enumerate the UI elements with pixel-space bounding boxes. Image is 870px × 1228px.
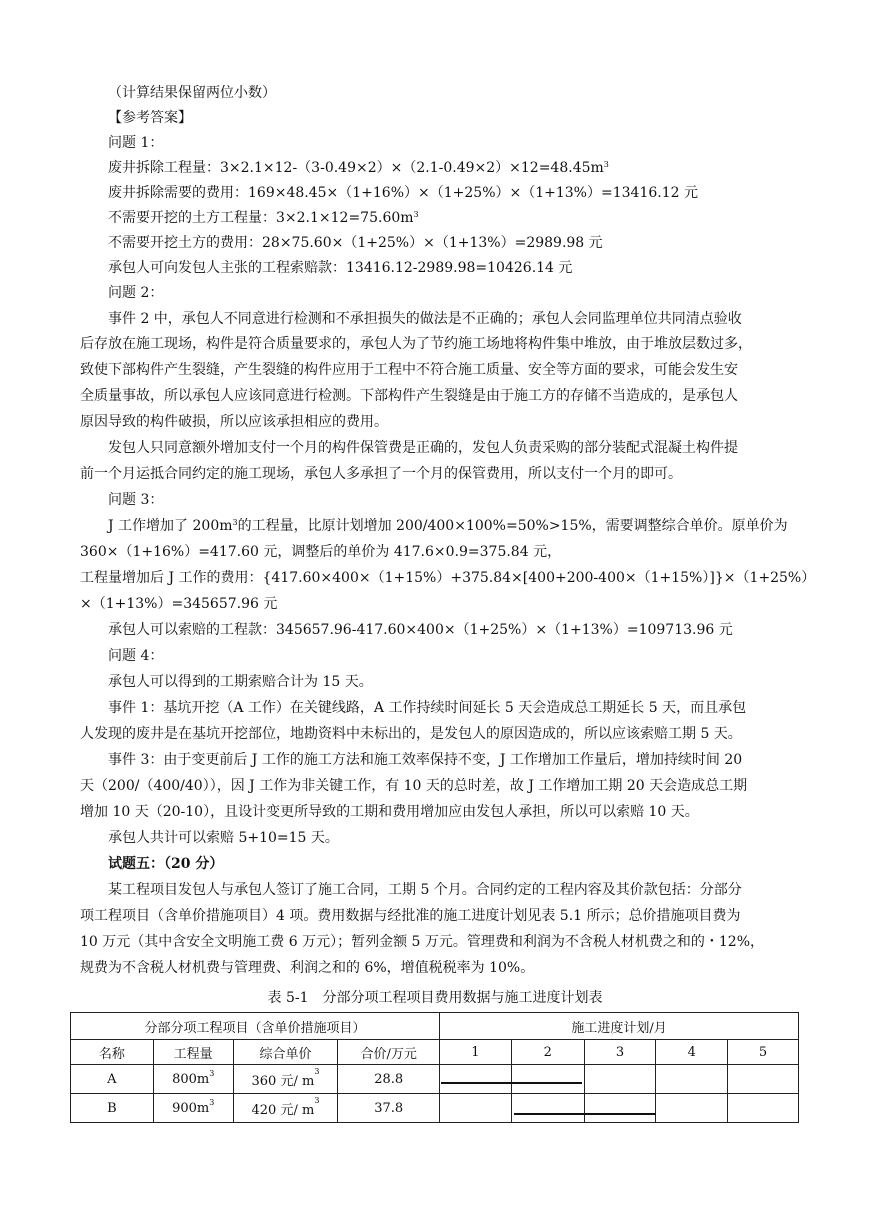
text-line: 事件 2 中，承包人不同意进行检测和不承担损失的做法是不正确的；承包人会同监理单位共同清点验收 — [108, 311, 742, 327]
text-line: 事件 3：由于变更前后 J 工作的施工方法和施工效率保持不变，J 工作增加工作量后，增加持续时间 20 — [108, 752, 743, 768]
text-line: 承包人可以索赔的工程款：345657.96-417.60×400×（1+25%）×（1+13%）=109713.96 元 — [108, 622, 733, 638]
text-line: 增加 10 天（20-10），且设计变更所导致的工期和费用增加应由发包人承担，所以可以索赔 10 天。 — [80, 804, 699, 820]
text-line: 规费为不含税人材机费与管理费、利润之和的 6%，增值税税率为 10%。 — [80, 960, 535, 976]
cell-name: A — [71, 1065, 154, 1094]
text-line: 10 万元（其中含安全文明施工费 6 万元）；暂列金额 5 万元。管理费和利润为不含税人材机费之和的・12%， — [80, 934, 764, 950]
text-line: 问题 1： — [108, 135, 164, 151]
text-line: 承包人共计可以索赔 5+10=15 天。 — [108, 830, 339, 846]
column-header: 综合单价 — [233, 1040, 338, 1065]
text-line: 问题 4： — [108, 648, 164, 664]
text-line: 废井拆除工程量：$3\times 2.1\times 12-(3-0.49\times 2)\times(2.1-0.49\times 2)\times 12=48.45m^3$ — [108, 160, 609, 176]
text-line: 致使下部构件产生裂缝，产生裂缝的构件应用于工程中不符合施工质量、安全等方面的要求，可能会发生安 — [80, 362, 738, 378]
text-line: 项工程项目（含单价措施项目）4 项。费用数据与经批准的施工进度计划见表 5.1 所示；总价措施项目费为 — [80, 908, 741, 924]
cell-total: 28.8 — [338, 1065, 440, 1094]
text-line: 全质量事故，所以承包人应该同意进行检测。下部构件产生裂缝是由于施工方的存储不当造成的，是承包人 — [80, 388, 738, 404]
text-line: 承包人可以得到的工期索赔合计为 15 天。 — [108, 674, 373, 690]
text-line: 不需要开挖的土方工程量：$3\times 2.1\times 12=75.60m^3$ — [108, 210, 419, 226]
month-header: 5 — [728, 1040, 799, 1065]
month-header: 1 — [440, 1040, 512, 1065]
table-row — [71, 1065, 799, 1094]
column-header: 工程量 — [153, 1040, 233, 1065]
column-header: 名称 — [71, 1040, 154, 1065]
text-line: ×（1+13%）=345657.96 元 — [80, 596, 278, 612]
cell-total: 37.8 — [338, 1094, 440, 1123]
cell-price: 420 元/ $m^3$ — [233, 1094, 338, 1123]
schedule-table — [70, 1012, 799, 1123]
text-line: 前一个月运抵合同约定的施工现场，承包人多承担了一个月的保管费用，所以支付一个月的即可。 — [80, 466, 682, 482]
text-line: 360×（1+16%）=417.60 元，调整后的单价为 417.6×0.9=375.84 元， — [80, 544, 562, 560]
text-line: 承包人可向发包人主张的工程索赔款：13416.12-2989.98=10426.14 元 — [108, 260, 573, 276]
text-line: 后存放在施工现场，构件是符合质量要求的，承包人为了节约施工场地将构件集中堆放，由于堆放层数过多， — [80, 336, 752, 352]
table-group-header: 分部分项工程项目（含单价措施项目） — [71, 1013, 440, 1040]
text-line: 事件 1：基坑开挖（A 工作）在关键线路，A 工作持续时间延长 5 天会造成总工期延长 5 天，而且承包 — [108, 700, 747, 716]
text-line: 工程量增加后 J 工作的费用：{417.60×400×（1+15%）+375.84×[400+200-400×（1+15%）]}×（1+25%） — [80, 570, 816, 586]
text-line: J 工作增加了 $200m^3$的工程量，比原计划增加 200/400×100%=50%>15%，需要调整综合单价。原单价为 — [108, 518, 788, 534]
text-line: 问题 2： — [108, 285, 164, 301]
text-line: 原因导致的构件破损，所以应该承担相应的费用。 — [80, 414, 388, 430]
table-row — [71, 1094, 799, 1123]
cell-name: B — [71, 1094, 154, 1123]
text-line: 问题 3： — [108, 492, 164, 508]
text-line: 人发现的废井是在基坑开挖部位，地勘资料中未标出的，是发包人的原因造成的，所以应该索赔工期 5 天。 — [80, 726, 742, 742]
column-header: 合价/万元 — [338, 1040, 440, 1065]
text-line: 不需要开挖土方的费用：28×75.60×（1+25%）×（1+13%）=2989.98 元 — [108, 235, 603, 251]
schedule-bar-b — [514, 1113, 656, 1115]
month-header: 2 — [511, 1040, 584, 1065]
cell-qty: $900m^3$ — [153, 1094, 233, 1123]
cell-price: 360 元/ $m^3$ — [233, 1065, 338, 1094]
text-line: 某工程项目发包人与承包人签订了施工合同，工期 5 个月。合同约定的工程内容及其价款包括：分部分 — [108, 882, 742, 898]
schedule-bar-a — [441, 1082, 582, 1084]
cell-qty: $800m^3$ — [153, 1065, 233, 1094]
section-heading: 试题五：（20 分） — [108, 856, 224, 872]
month-header: 3 — [584, 1040, 656, 1065]
month-header: 4 — [656, 1040, 728, 1065]
table-caption: 表 5-1 分部分项工程项目费用数据与施工进度计划表 — [267, 990, 603, 1006]
text-line: 废井拆除需要的费用：169×48.45×（1+16%）×（1+25%）×（1+13%）=13416.12 元 — [108, 185, 698, 201]
text-line: 天（200/（400/40）），因 J 工作为非关键工作，有 10 天的总时差，故 J 工作增加工期 20 天会造成总工期 — [80, 778, 748, 794]
text-line: 【参考答案】 — [108, 110, 192, 126]
text-line: （计算结果保留两位小数） — [108, 85, 276, 101]
text-line: 发包人只同意额外增加支付一个月的构件保管费是正确的，发包人负责采购的部分装配式混凝土构件提 — [108, 440, 738, 456]
table-group-header: 施工进度计划/月 — [440, 1013, 799, 1040]
